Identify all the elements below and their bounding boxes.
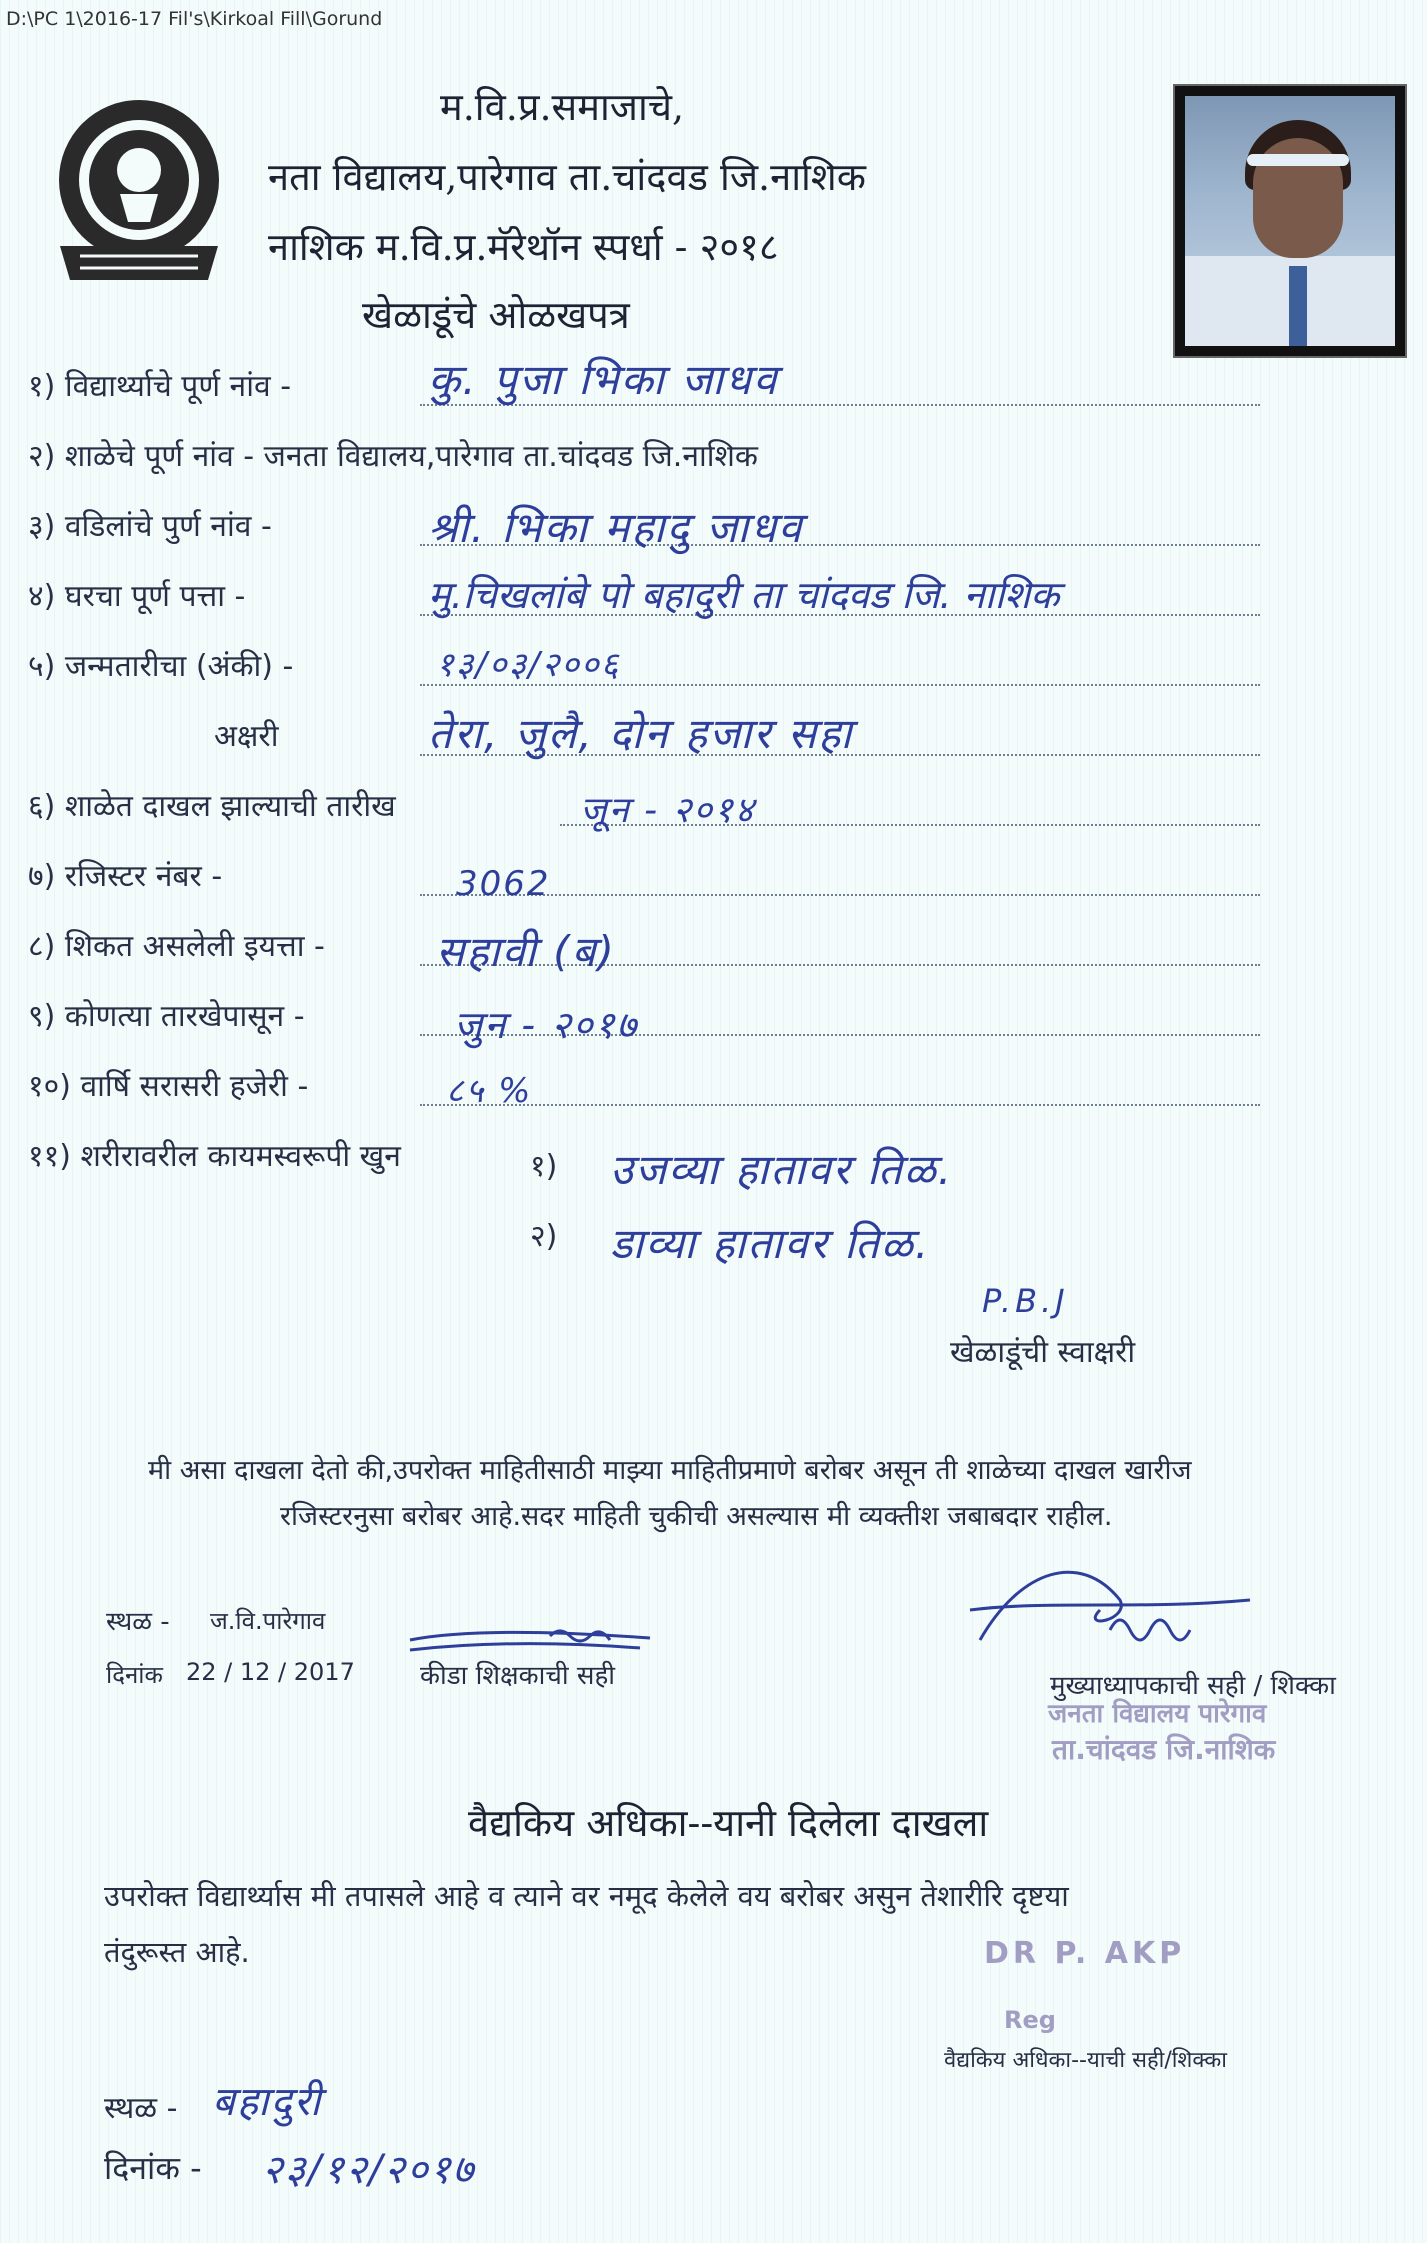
field-11-mark-2: डाव्या हातावर तिळ. (610, 1219, 931, 1268)
field-7-label: ७) रजिस्टर नंबर - (28, 859, 223, 894)
school-stamp-line-2: ता.चांदवड जि.नाशिक (1052, 1733, 1276, 1766)
doctor-signature-label: वैद्यकिय अधिका--याची सही/शिक्का (944, 2048, 1227, 2073)
header-line-1: म.वि.प्र.समाजाचे, (440, 85, 685, 129)
field-11-mark-2-number: २) (530, 1219, 558, 1254)
school-date-value: 22 / 12 / 2017 (186, 1658, 355, 1686)
school-logo (50, 96, 228, 282)
field-1-label: १) विद्यार्थ्याचे पूर्ण नांव - (28, 369, 292, 404)
field-9-value: जुन - २०१७ (454, 1003, 639, 1047)
field-5b-value: तेरा, जुलै, दोन हजार सहा (428, 709, 854, 758)
field-10-value: ८५ % (446, 1071, 533, 1111)
medical-line-1: उपरोक्त विद्यार्थ्यास मी तपासले आहे व त्याने वर नमूद केलेले वय बरोबर असुन तेशारीरि दृष्टया (104, 1879, 1069, 1913)
field-8-label: ८) शिकत असलेली इयत्ता - (28, 929, 325, 964)
field-9-label: ९) कोणत्या तारखेपासून - (28, 999, 305, 1034)
player-initials: P.B.J (982, 1282, 1069, 1320)
medical-place-label: स्थळ - (104, 2091, 178, 2126)
principal-label: मुख्याध्यापकाची सही / शिक्का (1050, 1671, 1336, 1701)
medical-title: वैद्यकिय अधिका--यानी दिलेला दाखला (468, 1801, 989, 1845)
declaration-line-1: मी असा दाखला देतो की,उपरोक्त माहितीसाठी माझ्या माहितीप्रमाणे बरोबर असून ती शाळेच्या दाखल खारीज (148, 1455, 1192, 1486)
medical-place-value: बहादुरी (212, 2079, 323, 2125)
field-5-value: १३/०३/२००६ (436, 645, 621, 685)
field-3-value: श्री. भिका महादु जाधव (428, 503, 804, 552)
field-11-mark-1-number: १) (530, 1149, 558, 1184)
field-6-value: जून - २०१४ (580, 790, 756, 831)
school-date-label: दिनांक (106, 1661, 163, 1689)
field-2-label: २) शाळेचे पूर्ण नांव - जनता विद्यालय,पारेगाव ता.चांदवड जि.नाशिक (28, 439, 758, 474)
file-path: D:\PC 1\2016-17 Fil's\Kirkoal Fill\Gorund (6, 8, 383, 30)
player-signature-label: खेळाडूंची स्वाक्षरी (950, 1335, 1136, 1370)
field-11-label: ११) शरीरावरील कायमस्वरूपी खुन (28, 1139, 401, 1174)
field-4-value: मु.चिखलांबे पो बहादुरी ता चांदवड जि. नाशिक (428, 573, 1060, 617)
field-10-line (420, 1104, 1260, 1106)
school-stamp-line-1: जनता विद्यालय पारेगाव (1048, 1699, 1267, 1729)
medical-date-label: दिनांक - (104, 2149, 202, 2187)
school-place-label: स्थळ - (106, 1607, 170, 1637)
medical-date-value: २३/१२/२०१७ (262, 2147, 476, 2193)
field-11-mark-1: उजव्या हातावर तिळ. (610, 1145, 954, 1194)
field-10-label: १०) वार्षि सरासरी हजेरी - (28, 1069, 309, 1104)
student-photo (1173, 84, 1407, 358)
school-place-value: ज.वि.पारेगाव (210, 1607, 326, 1635)
field-1-value: कु. पुजा भिका जाधव (428, 355, 779, 404)
principal-signature (960, 1540, 1260, 1660)
field-4-label: ४) घरचा पूर्ण पत्ता - (28, 579, 246, 614)
field-3-label: ३) वडिलांचे पुर्ण नांव - (28, 509, 272, 544)
field-5b-label: अक्षरी (214, 719, 279, 754)
header-line-2: नता विद्यालय,पारेगाव ता.चांदवड जि.नाशिक (268, 155, 866, 199)
medical-line-2: तंदुरूस्त आहे. (104, 1935, 250, 1969)
doctor-stamp-reg: Reg (1004, 2006, 1056, 2034)
field-8-value: सहावी (ब) (436, 927, 616, 976)
field-6-label: ६) शाळेत दाखल झाल्याची तारीख (28, 789, 396, 824)
doctor-stamp-name: DR P. AKP (984, 1936, 1186, 1971)
field-5-label: ५) जन्मतारीचा (अंकी) - (28, 649, 294, 684)
sports-teacher-label: कीडा शिक्षकाची सही (420, 1661, 615, 1691)
field-7-value: 3062 (456, 864, 551, 904)
header-line-3: नाशिक म.वि.प्र.मॅरेथॉन स्पर्धा - २०१८ (268, 225, 779, 269)
declaration-line-2: रजिस्टरनुसा बरोबर आहे.सदर माहिती चुकीची असल्यास मी व्यक्तीश जबाबदार राहील. (280, 1501, 1113, 1532)
header-line-4: खेळाडूंचे ओळखपत्र (362, 293, 630, 337)
